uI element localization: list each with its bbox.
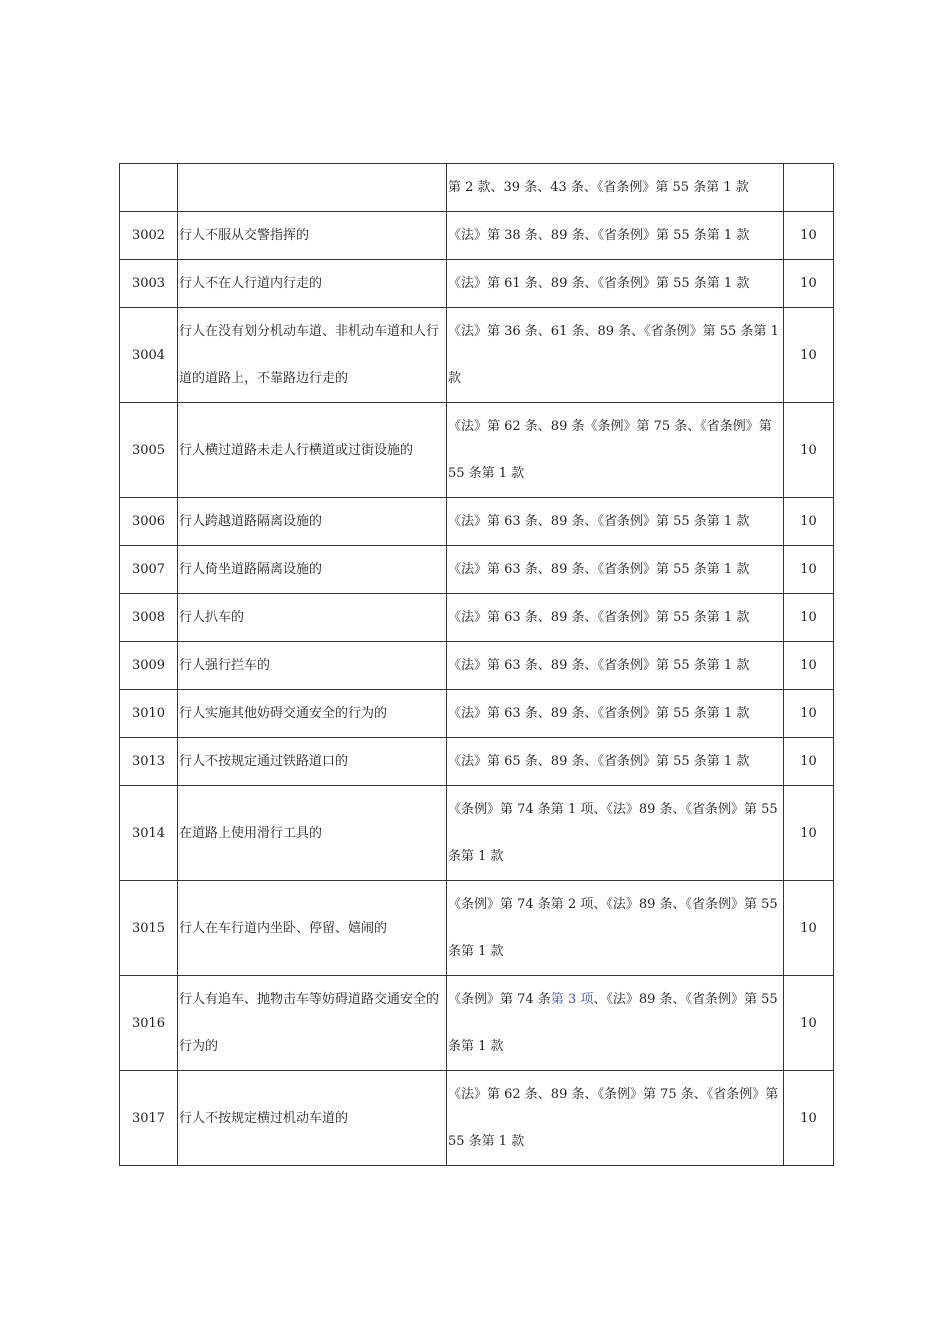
points-cell: 10 [784,308,834,403]
table-row [120,403,834,498]
code-cell: 3009 [120,642,178,690]
description-cell: 行人强行拦车的 [178,642,447,690]
description-cell: 行人不按规定横过机动车道的 [178,1071,447,1166]
description-cell: 行人在车行道内坐卧、停留、嬉闹的 [178,881,447,976]
legal-basis-cell: 《法》第 61 条、89 条、《省条例》第 55 条第 1 款 [447,260,784,308]
table-row [120,498,834,546]
table-row [120,594,834,642]
points-cell: 10 [784,642,834,690]
table-row [120,738,834,786]
description-cell: 行人横过道路未走人行横道或过街设施的 [178,403,447,498]
legal-basis-cell: 《法》第 63 条、89 条、《省条例》第 55 条第 1 款 [447,498,784,546]
description-cell: 行人实施其他妨碍交通安全的行为的 [178,690,447,738]
points-cell: 10 [784,403,834,498]
code-cell: 3007 [120,546,178,594]
description-cell: 行人不在人行道内行走的 [178,260,447,308]
table-row [120,881,834,976]
legal-basis-text: 、《法》89 条、《省条例》第 55 条第 1 款 [448,992,778,1054]
code-cell: 3004 [120,308,178,403]
legal-basis-cell: 《法》第 63 条、89 条、《省条例》第 55 条第 1 款 [447,690,784,738]
code-cell: 3002 [120,212,178,260]
description-cell: 行人倚坐道路隔离设施的 [178,546,447,594]
points-cell: 10 [784,786,834,881]
code-cell: 3017 [120,1071,178,1166]
table-row [120,786,834,881]
table-row [120,308,834,403]
table-row [120,164,834,212]
points-cell: 10 [784,498,834,546]
legal-basis-text: 《条例》第 74 条 [448,992,551,1007]
points-cell: 10 [784,212,834,260]
description-cell: 行人在没有划分机动车道、非机动车道和人行道的道路上，不靠路边行走的 [178,308,447,403]
legal-basis-cell: 《法》第 36 条、61 条、89 条、《省条例》第 55 条第 1 款 [447,308,784,403]
table-row [120,260,834,308]
code-cell: 3013 [120,738,178,786]
description-cell: 在道路上使用滑行工具的 [178,786,447,881]
code-cell: 3015 [120,881,178,976]
code-cell: 3010 [120,690,178,738]
table-row [120,546,834,594]
table-row [120,1071,834,1166]
description-cell: 行人有追车、抛物击车等妨碍道路交通安全的行为的 [178,976,447,1071]
legal-basis-cell: 《法》第 62 条、89 条、《条例》第 75 条、《省条例》第 55 条第 1 款 [447,1071,784,1166]
legal-basis-cell: 《法》第 38 条、89 条、《省条例》第 55 条第 1 款 [447,212,784,260]
violation-table [119,163,834,1166]
table-row [120,212,834,260]
description-cell: 行人不服从交警指挥的 [178,212,447,260]
points-cell: 10 [784,1071,834,1166]
description-cell: 行人不按规定通过铁路道口的 [178,738,447,786]
legal-basis-cell: 《法》第 65 条、89 条、《省条例》第 55 条第 1 款 [447,738,784,786]
legal-basis-cell: 第 2 款、39 条、43 条、《省条例》第 55 条第 1 款 [447,164,784,212]
legal-basis-cell: 《法》第 63 条、89 条、《省条例》第 55 条第 1 款 [447,546,784,594]
points-cell: 10 [784,881,834,976]
legal-basis-cell [447,976,784,1071]
code-cell: 3016 [120,976,178,1071]
table-row [120,642,834,690]
points-cell [784,164,834,212]
table-row [120,690,834,738]
points-cell: 10 [784,976,834,1071]
code-cell [120,164,178,212]
table-row [120,976,834,1071]
code-cell: 3006 [120,498,178,546]
legal-basis-cell: 《条例》第 74 条第 1 项、《法》89 条、《省条例》第 55 条第 1 款 [447,786,784,881]
description-cell: 行人跨越道路隔离设施的 [178,498,447,546]
legal-basis-cell: 《法》第 63 条、89 条、《省条例》第 55 条第 1 款 [447,642,784,690]
legal-basis-cell: 《法》第 62 条、89 条《条例》第 75 条、《省条例》第 55 条第 1 款 [447,403,784,498]
points-cell: 10 [784,690,834,738]
description-cell [178,164,447,212]
code-cell: 3008 [120,594,178,642]
code-cell: 3003 [120,260,178,308]
legal-basis-cell: 《条例》第 74 条第 2 项、《法》89 条、《省条例》第 55 条第 1 款 [447,881,784,976]
points-cell: 10 [784,546,834,594]
points-cell: 10 [784,260,834,308]
code-cell: 3014 [120,786,178,881]
points-cell: 10 [784,738,834,786]
legal-basis-cell: 《法》第 63 条、89 条、《省条例》第 55 条第 1 款 [447,594,784,642]
description-cell: 行人扒车的 [178,594,447,642]
code-cell: 3005 [120,403,178,498]
highlighted-clause: 第 3 项 [550,992,594,1007]
points-cell: 10 [784,594,834,642]
